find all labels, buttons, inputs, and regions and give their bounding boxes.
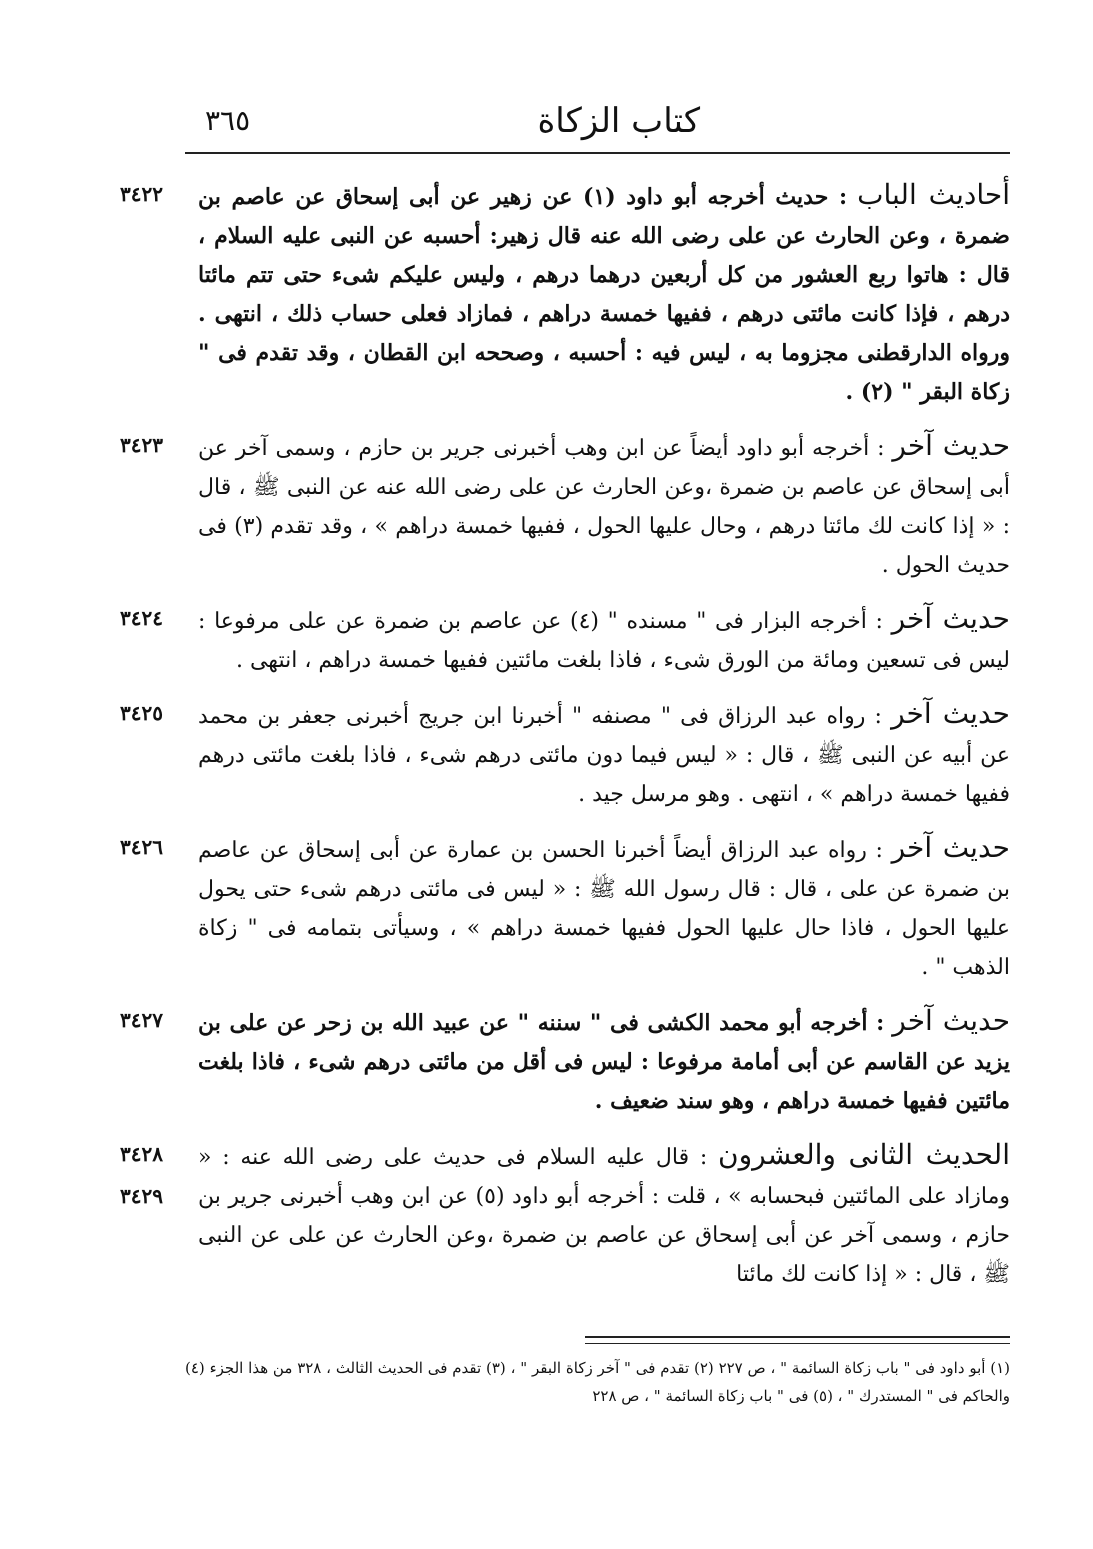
paragraph bbox=[120, 175, 1010, 412]
entry-text: : أخرجه البزار فى " مسنده " (٤) عن عاصم بن ضمرة عن على مرفوعا : ليس فى تسعين ومائة من الورق شىء ، فاذا بلغت مائتين ففيها خمسة دراهم ، انتهى . bbox=[198, 609, 1010, 673]
hadith-number: ٣٤٢٤ bbox=[120, 606, 163, 630]
hadith-number: ٣٤٢٥ bbox=[120, 701, 163, 725]
hadith-number: ٣٤٢٢ bbox=[120, 182, 163, 206]
entry-text: : رواه عبد الرزاق أيضاً أخبرنا الحسن بن عمارة عن أبى إسحاق عن عاصم بن ضمرة عن على ، قال : قال رسول الله ﷺ : « ليس فى مائتى درهم شىء حتى يحول عليها الحول ، فاذا حال عليها الحول ففيها خمسة دراهم » ، وسيأتى بتمامه فى " زكاة الذهب " . bbox=[198, 838, 1010, 980]
entry-lead: حديث آخر bbox=[891, 831, 1010, 864]
entry-3426 bbox=[120, 828, 1010, 987]
page-header bbox=[185, 96, 1010, 146]
entry-text: : حديث أخرجه أبو داود (١) عن زهير عن أبى إسحاق عن عاصم بن ضمرة ، وعن الحارث عن على رضى الله عنه قال زهير: أحسبه عن النبى عليه السلام ، قال : هاتوا ربع العشور من كل أربعين درهما درهم ، وليس عليكم شىء حتى تتم مائتا درهم ، فإذا كانت مائتى درهم ، ففيها خمسة دراهم ، فمازاد فعلى حساب ذلك ، انتهى . ورواه الدارقطنى مجزوما به ، ليس فيه : أحسبه ، وصححه ابن القطان ، وقد تقدم فى " زكاة البقر " (٢) . bbox=[198, 184, 1010, 405]
hadith-number: ٣٤٢٦ bbox=[120, 835, 163, 859]
paragraph bbox=[120, 426, 1010, 585]
entry-lead: حديث آخر bbox=[891, 697, 1010, 730]
entry-3425 bbox=[120, 694, 1010, 814]
entry-3428 bbox=[120, 1135, 1010, 1294]
entry-3424 bbox=[120, 599, 1010, 680]
entry-text: : أخرجه أبو داود أيضاً عن ابن وهب أخبرنى جرير بن حازم ، وسمى آخر عن أبى إسحاق عن عاصم بن ضمرة ،وعن الحارث عن على رضى الله عنه عن النبى ﷺ ، قال : « إذا كانت لك مائتا درهم ، وحال عليها الحول ، ففيها خمسة دراهم » ، وقد تقدم (٣) فى حديث الحول . bbox=[198, 436, 1010, 578]
paragraph bbox=[120, 828, 1010, 987]
paragraph bbox=[120, 1001, 1010, 1121]
paragraph bbox=[120, 1135, 1010, 1294]
hadith-number: ٣٤٢٣ bbox=[120, 433, 163, 457]
entry-lead: الحديث الثانى والعشرون bbox=[718, 1138, 1010, 1171]
entry-3423 bbox=[120, 426, 1010, 585]
page-number: ٣٦٥ bbox=[205, 104, 251, 137]
paragraph bbox=[120, 694, 1010, 814]
footnote-text: (١) أبو داود فى " باب زكاة السائمة " ، ص ٢٢٧ (٢) تقدم فى " آخر زكاة البقر " ، (٣) تقدم فى الحديث الثالث ، ٣٢٨ من هذا الجزء (٤) والحاكم فى " المستدرك " ، (٥) فى " باب زكاة السائمة " ، ص ٢٢٨ bbox=[185, 1359, 1011, 1405]
footnote-rule bbox=[585, 1336, 1010, 1344]
hadith-number: ٣٤٢٧ bbox=[120, 1008, 163, 1032]
entry-text: : أخرجه أبو محمد الكشى فى " سننه " عن عبيد الله بن زحر عن على بن يزيد عن القاسم عن أبى أمامة مرفوعا : ليس فى أقل من مائتى درهم شىء ، فاذا بلغت مائتين ففيها خمسة دراهم ، وهو سند ضعيف . bbox=[198, 1010, 1010, 1114]
paragraph bbox=[120, 599, 1010, 680]
entry-lead: حديث آخر bbox=[892, 1004, 1011, 1037]
entry-3422 bbox=[120, 175, 1010, 412]
header-rule bbox=[185, 152, 1010, 154]
running-title: كتاب الزكاة bbox=[537, 101, 700, 141]
entry-3427 bbox=[120, 1001, 1010, 1121]
entry-text: : قال عليه السلام فى حديث على رضى الله عنه : « ومازاد على المائتين فبحسابه » ، قلت : أخرجه أبو داود (٥) عن ابن وهب أخبرنى جرير بن حازم ، وسمى آخر عن أبى إسحاق عن عاصم بن ضمرة ،وعن الحارث عن على عن النبى ﷺ ، قال : « إذا كانت لك مائتا bbox=[198, 1145, 1010, 1287]
entry-lead: أحاديث الباب bbox=[857, 178, 1010, 211]
entry-lead: حديث آخر bbox=[891, 602, 1010, 635]
body-text bbox=[120, 175, 1010, 1308]
entry-text: : رواه عبد الرزاق فى " مصنفه " أخبرنا ابن جريج أخبرنى جعفر بن محمد عن أبيه عن النبى ﷺ ، قال : « ليس فيما دون مائتى درهم شىء ، فاذا بلغت مائتى درهم ففيها خمسة دراهم » ، انتهى . وهو مرسل جيد . bbox=[198, 704, 1010, 807]
entry-lead: حديث آخر bbox=[892, 429, 1011, 462]
hadith-number: ٣٤٢٩ bbox=[120, 1184, 163, 1208]
footnotes bbox=[185, 1354, 1010, 1410]
hadith-number: ٣٤٢٨ bbox=[120, 1142, 163, 1166]
